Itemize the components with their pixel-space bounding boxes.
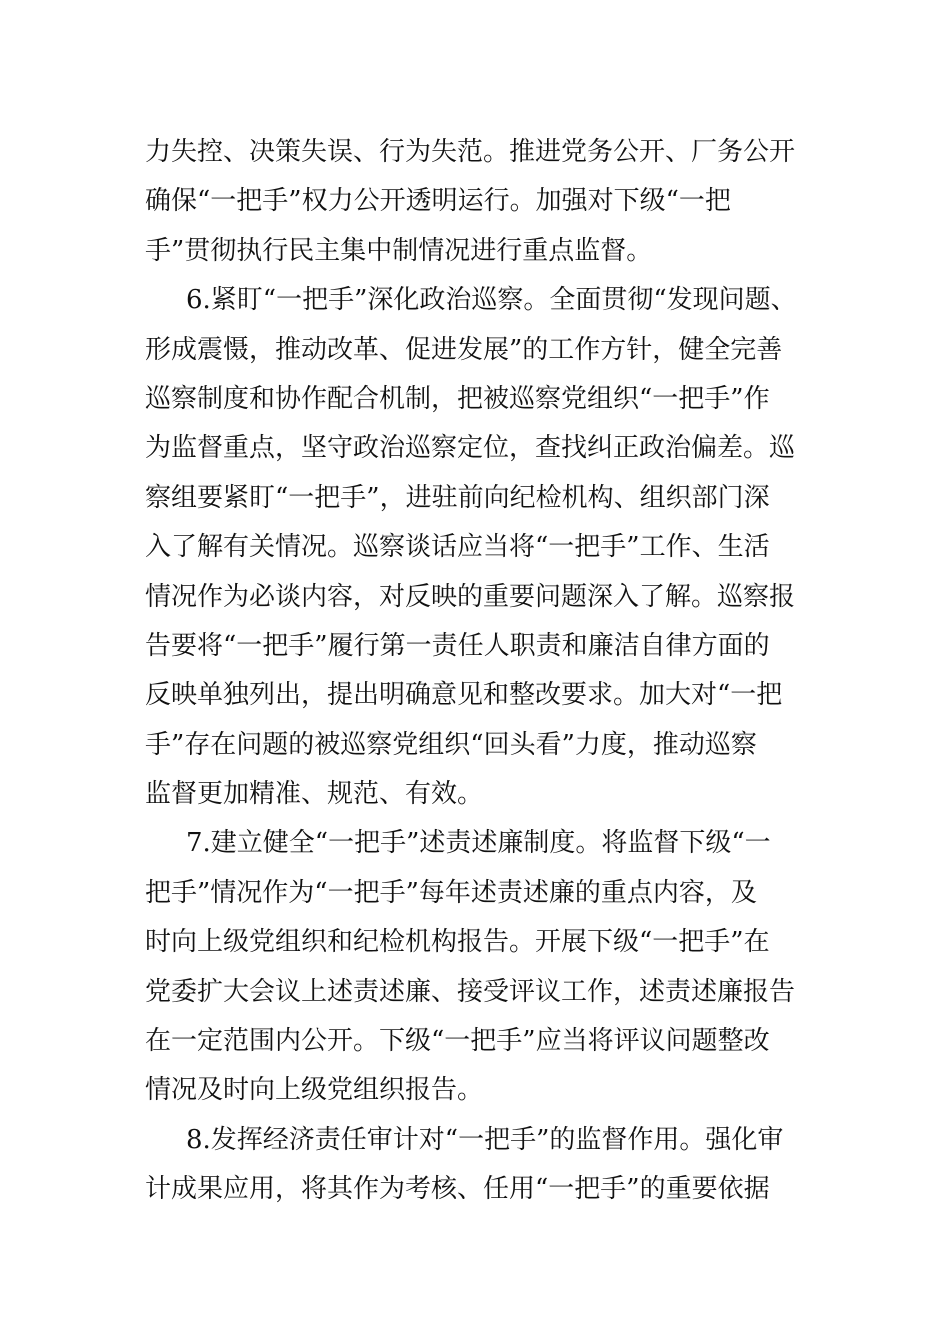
text-line: 计成果应用，将其作为考核、任用“一把手”的重要依据 — [145, 1174, 770, 1205]
text-line: 在一定范围内公开。下级“一把手”应当将评议问题整改 — [145, 1026, 770, 1057]
text-line: 反映单独列出，提出明确意见和整改要求。加大对“一把 — [145, 680, 783, 711]
text-line: 形成震慑，推动改革、促进发展”的工作方针，健全完善 — [145, 334, 783, 365]
text-line: 监督更加精准、规范、有效。 — [145, 779, 484, 810]
text-line: 巡察制度和协作配合机制，把被巡察党组织“一把手”作 — [145, 383, 770, 414]
text-line: 时向上级党组织和纪检机构报告。开展下级“一把手”在 — [145, 927, 770, 958]
document-body — [145, 128, 845, 1215]
text-line: 把手”情况作为“一把手”每年述责述廉的重点内容，及 — [145, 877, 757, 908]
text-line: 察组要紧盯“一把手”，进驻前向纪检机构、组织部门深 — [145, 482, 770, 513]
text-line: 告要将“一把手”履行第一责任人职责和廉洁自律方面的 — [145, 630, 770, 661]
text-line: 力失控、决策失误、行为失范。推进党务公开、厂务公开 — [145, 137, 796, 167]
section-7-heading-line: 7.建立健全“一把手”述责述廉制度。将监督下级“一 — [186, 828, 771, 859]
text-line: 党委扩大会议上述责述廉、接受评议工作，述责述廉报告 — [145, 976, 796, 1007]
text-line: 入了解有关情况。巡察谈话应当将“一把手”工作、生活 — [145, 532, 770, 563]
text-line: 手”存在问题的被巡察党组织“回头看”力度，推动巡察 — [145, 729, 757, 760]
text-line: 情况及时向上级党组织报告。 — [145, 1075, 484, 1106]
text-line: 确保“一把手”权力公开透明运行。加强对下级“一把 — [145, 186, 731, 217]
section-6-heading-line: 6.紧盯“一把手”深化政治巡察。全面贯彻“发现问题、 — [186, 285, 797, 316]
text-line: 手”贯彻执行民主集中制情况进行重点监督。 — [145, 235, 653, 266]
text-line: 为监督重点，坚守政治巡察定位，查找纠正政治偏差。巡 — [145, 433, 796, 464]
text-line: 情况作为必谈内容，对反映的重要问题深入了解。巡察报 — [145, 581, 796, 612]
section-8-heading-line: 8.发挥经济责任审计对“一把手”的监督作用。强化审 — [186, 1124, 784, 1155]
